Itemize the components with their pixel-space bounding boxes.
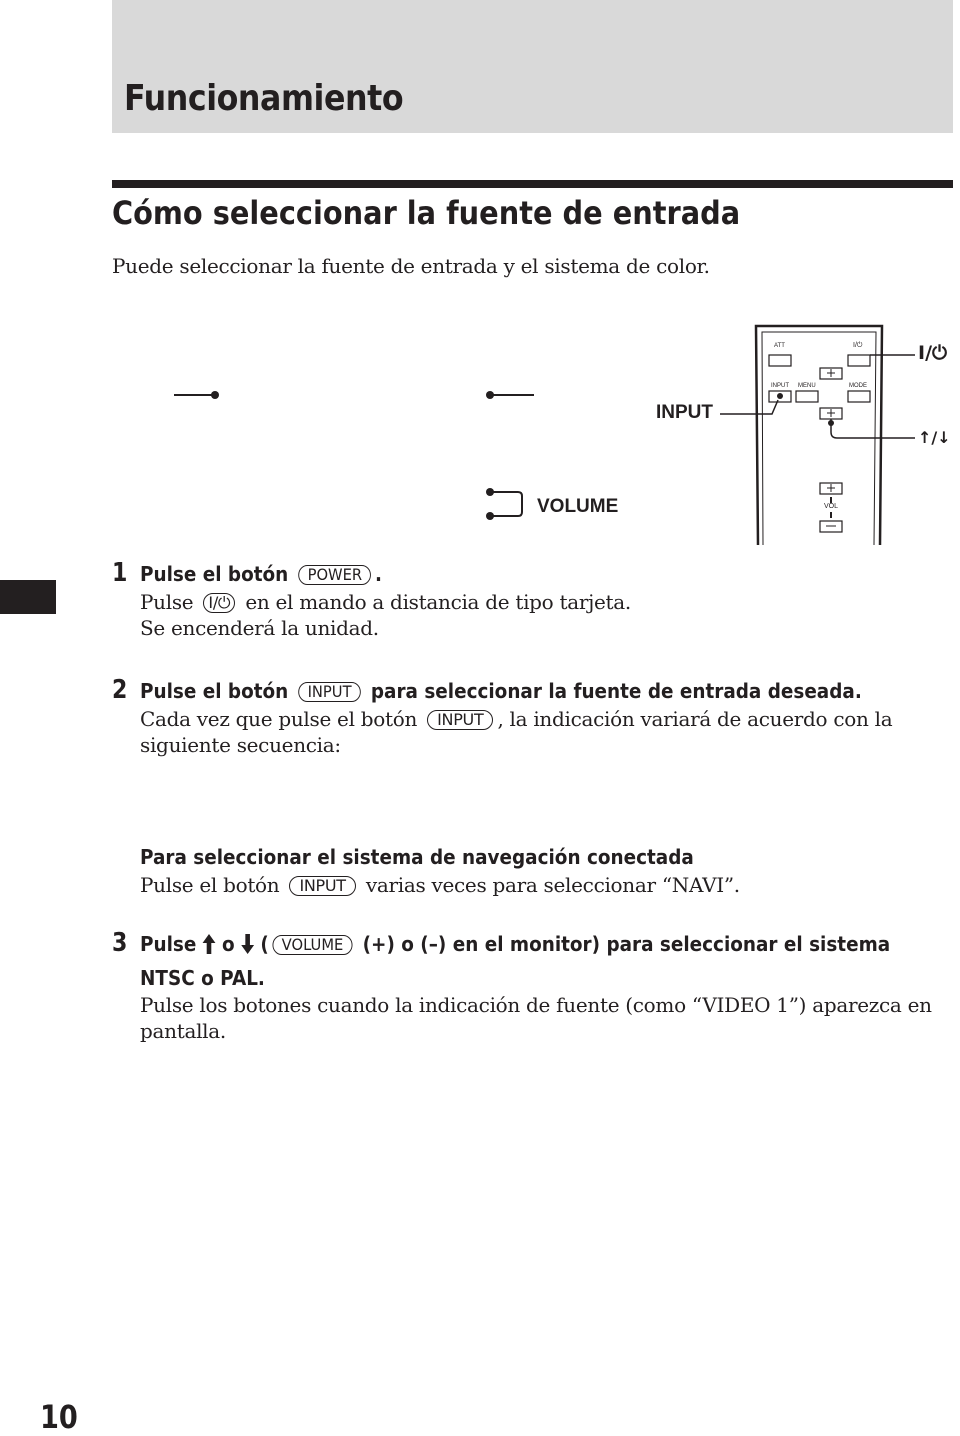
page-title: Funcionamiento — [124, 78, 404, 119]
remote-diagram — [160, 320, 960, 545]
step-2-body-line-2: siguiente secuencia: — [140, 733, 341, 757]
step-1-number: 1 — [112, 558, 128, 588]
step-1-line-2-pre: Pulse — [140, 590, 194, 614]
section-intro: Puede seleccionar la fuente de entrada y el sistema de color. — [112, 254, 710, 278]
section-title: Cómo seleccionar la fuente de entrada — [112, 194, 741, 232]
step-2-number: 2 — [112, 675, 128, 705]
step-3-heading-a: Pulse — [140, 932, 197, 956]
navi-instruction-post: varias veces para seleccionar “NAVI”. — [365, 873, 740, 897]
step-3-heading-line-2: NTSC o PAL. — [140, 966, 265, 990]
remote-power-label: I/⏻ — [853, 342, 863, 349]
step-3-body-line-2: pantalla. — [140, 1019, 226, 1043]
section-rule — [112, 180, 953, 188]
step-2-heading — [140, 679, 862, 703]
input-key-inline: INPUT — [427, 710, 493, 730]
remote-menu-label: MENU — [798, 383, 816, 389]
step-3-heading — [140, 932, 890, 959]
remote-vol-label: VOL — [824, 503, 839, 510]
side-tab-marker — [0, 580, 56, 614]
volume-callout-label: VOLUME — [537, 496, 619, 517]
down-arrow-icon — [241, 934, 254, 959]
step-1-line-3: Se encenderá la unidad. — [140, 616, 379, 640]
step-3-body-line-1: Pulse los botones cuando la indicación de fuente (como “VIDEO 1”) aparezca en — [140, 993, 932, 1017]
step-2-body-post: , la indicación variará de acuerdo con la — [497, 707, 893, 731]
step-1-heading-post: . — [375, 562, 383, 586]
step-2-heading-pre: Pulse el botón — [140, 679, 289, 703]
input-key: INPUT — [298, 682, 360, 702]
power-key: POWER — [298, 565, 371, 585]
remote-mode-label: MODE — [849, 383, 867, 389]
step-3-heading-b: o — [222, 932, 235, 956]
remote-input-label: INPUT — [771, 383, 789, 389]
power-callout-label: I/⏻ — [918, 342, 948, 364]
volume-key: VOLUME — [272, 935, 352, 955]
step-2-body-line-1 — [140, 707, 892, 731]
step-2-heading-post: para seleccionar la fuente de entrada deseada. — [370, 679, 862, 703]
navi-instruction-pre: Pulse el botón — [140, 873, 280, 897]
input-callout-label: INPUT — [656, 402, 713, 423]
step-3-number: 3 — [112, 928, 128, 958]
step-1-heading — [140, 562, 382, 586]
up-arrow-icon — [203, 934, 216, 959]
arrows-callout-label: ↑/↓ — [918, 428, 951, 447]
step-1-line-2 — [140, 590, 631, 614]
navi-instruction — [140, 873, 740, 897]
power-standby-key: I/⏻ — [203, 593, 235, 613]
step-3-heading-c: ( — [260, 932, 269, 956]
page-number: 10 — [40, 1398, 78, 1436]
remote-att-label: ATT — [774, 343, 785, 349]
navi-subheading: Para seleccionar el sistema de navegación conectada — [140, 845, 694, 869]
input-key-navi: INPUT — [289, 876, 355, 896]
step-1-line-2-post: en el mando a distancia de tipo tarjeta. — [245, 590, 631, 614]
step-2-body-pre: Cada vez que pulse el botón — [140, 707, 418, 731]
step-1-heading-pre: Pulse el botón — [140, 562, 289, 586]
step-3-heading-d: (+) o (–) en el monitor) para seleccionar el sistema — [362, 932, 891, 956]
